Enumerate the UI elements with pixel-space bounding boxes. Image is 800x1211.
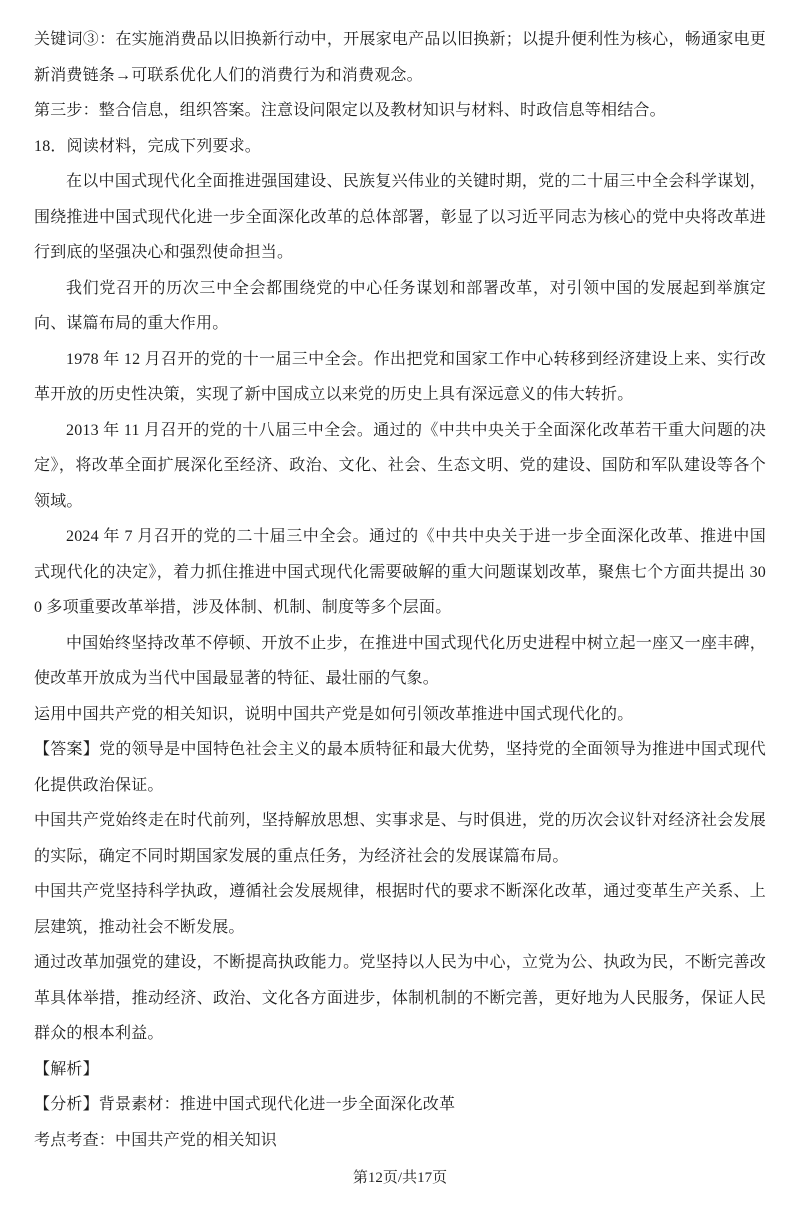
paragraph-step3: 第三步：整合信息，组织答案。注意设问限定以及教材知识与材料、时政信息等相结合。 bbox=[34, 102, 666, 120]
material-paragraph-2024: 2024 年 7 月召开的党的二十届三中全会。通过的《中共中央关于进一步全面深化改革、推进中国式现代化的决定》，着力抓住推进中国式现代化需要破解的重大问题谋划改革，聚焦七个方面共提出 300 多项重要改革举措，涉及体制、机制、制度等多个层面。 bbox=[34, 528, 766, 617]
material-paragraph: 我们党召开的历次三中全会都围绕党的中心任务谋划和部署改革，对引领中国的发展起到举旗定向、谋篇布局的重大作用。 bbox=[34, 279, 766, 333]
answer-paragraph: 【答案】党的领导是中国特色社会主义的最本质特征和最大优势，坚持党的全面领导为推进中国式现代化提供政治保证。 bbox=[34, 741, 766, 794]
page-number: 第12页/共17页 bbox=[352, 1169, 448, 1186]
material-paragraph: 中国始终坚持改革不停顿、开放不止步，在推进中国式现代化历史进程中树立起一座又一座丰碑，使改革开放成为当代中国最显著的特征、最壮丽的气象。 bbox=[34, 634, 766, 688]
answer-paragraph: 通过改革加强党的建设，不断提高执政能力。党坚持以人民为中心，立党为公、执政为民，不断完善改革具体举措，推动经济、政治、文化各方面进步，体制机制的不断完善，更好地为人民服务，保证人民群众的根本利益。 bbox=[34, 954, 766, 1043]
material-paragraph-2013: 2013 年 11 月召开的党的十八届三中全会。通过的《中共中央关于全面深化改革若干重大问题的决定》，将改革全面扩展深化至经济、政治、文化、社会、生态文明、党的建设、国防和军队建设等各个领域。 bbox=[34, 421, 766, 510]
answer-paragraph: 中国共产党始终走在时代前列，坚持解放思想、实事求是、与时俱进，党的历次会议针对经济社会发展的实际，确定不同时期国家发展的重点任务，为经济社会的发展谋篇布局。 bbox=[34, 812, 766, 865]
question-18-title: 18．阅读材料，完成下列要求。 bbox=[34, 137, 262, 155]
paragraph-keyword3: 关键词③：在实施消费品以旧换新行动中，开展家电产品以旧换新；以提升便利性为核心，畅通家电更新消费链条→可联系优化人们的消费行为和消费观念。 bbox=[34, 31, 766, 84]
material-paragraph: 在以中国式现代化全面推进强国建设、民族复兴伟业的关键时期，党的二十届三中全会科学谋划，围绕推进中国式现代化进一步全面深化改革的总体部署，彰显了以习近平同志为核心的党中央将改革进行到底的坚强决心和强烈使命担当。 bbox=[34, 173, 766, 262]
analysis-header: 【解析】 bbox=[34, 1060, 99, 1078]
material-paragraph-1978: 1978 年 12 月召开的党的十一届三中全会。作出把党和国家工作中心转移到经济建设上来、实行改革开放的历史性决策，实现了新中国成立以来党的历史上具有深远意义的伟大转折。 bbox=[34, 350, 766, 404]
answer-paragraph: 中国共产党坚持科学执政，遵循社会发展规律，根据时代的要求不断深化改革，通过变革生产关系、上层建筑，推动社会不断发展。 bbox=[34, 883, 766, 936]
question-requirement: 运用中国共产党的相关知识，说明中国共产党是如何引领改革推进中国式现代化的。 bbox=[34, 705, 634, 723]
analysis-background: 【分析】背景素材：推进中国式现代化进一步全面深化改革 bbox=[34, 1096, 456, 1114]
analysis-exam-point: 考点考查：中国共产党的相关知识 bbox=[34, 1131, 278, 1149]
document-body bbox=[34, 22, 766, 1159]
